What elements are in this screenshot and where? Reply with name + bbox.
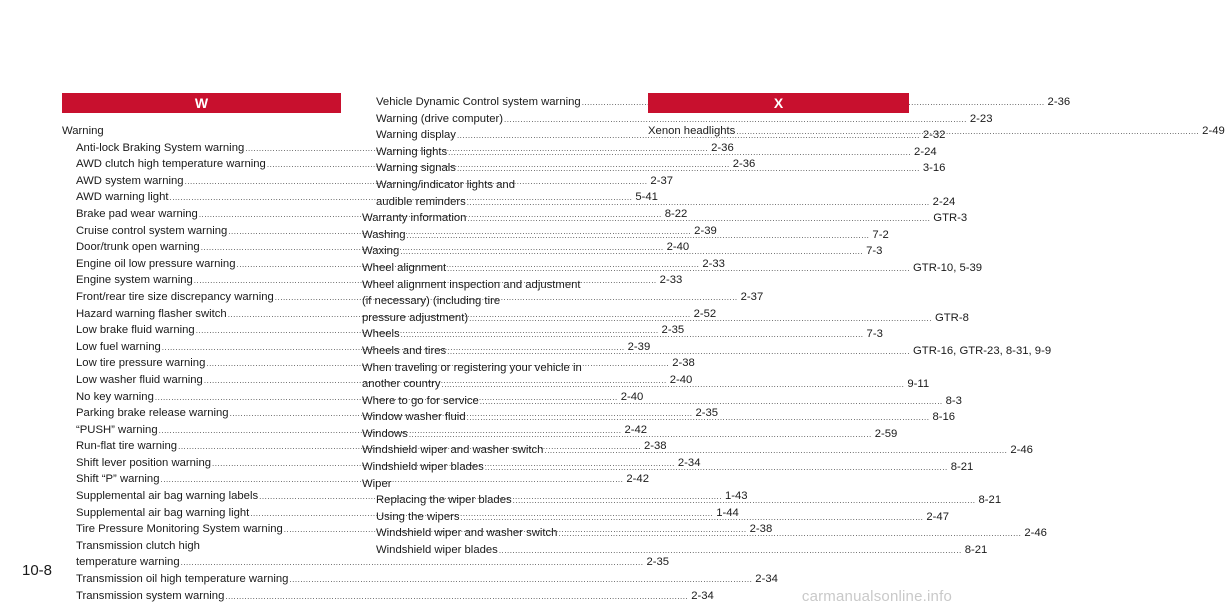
index-entry	[362, 177, 627, 194]
index-entry-label: Warning lights	[376, 145, 448, 158]
index-entry-page: 2-38	[672, 357, 695, 370]
index-entry-page: 2-47	[926, 510, 949, 523]
index-entry-page: 2-24	[914, 145, 937, 158]
index-entry-label: Warranty information	[362, 212, 467, 225]
index-entry-page: GTR-3	[933, 212, 968, 225]
index-entry-label: Warning/indicator lights and	[376, 178, 515, 191]
index-entry-label: Vehicle Dynamic Control system warning	[376, 96, 581, 108]
index-entry-label: AWD clutch high temperature warning	[76, 158, 266, 171]
index-entry-page: 2-34	[691, 589, 714, 602]
section-heading-w: W	[62, 93, 341, 113]
index-entry	[362, 360, 627, 377]
index-entry-label: AWD system warning	[76, 174, 184, 187]
index-entry-page: 2-33	[702, 257, 725, 270]
index-entry-label: temperature warning	[76, 556, 180, 569]
index-entry	[362, 277, 627, 294]
dot-leader	[513, 493, 976, 510]
index-entry	[362, 94, 1071, 111]
index-entry-label: Low washer fluid warning	[76, 373, 203, 386]
dot-leader	[467, 195, 930, 212]
index-entry-label: Transmission system warning	[76, 589, 225, 602]
index-entry	[362, 293, 627, 310]
index-entry-page: 7-3	[866, 245, 883, 258]
index-entry-page: GTR-10, 5-39	[913, 261, 983, 274]
index-entry-label: Wiper	[362, 477, 392, 490]
index-entry-label: pressure adjustment)	[362, 311, 469, 324]
index-entry-label: Replacing the wiper blades	[376, 494, 512, 507]
watermark-text: carmanualsonline.info	[801, 588, 952, 605]
dot-leader	[544, 443, 1007, 460]
index-entry-page: 2-36	[732, 158, 756, 171]
index-entry-label: Supplemental air bag warning light	[76, 506, 250, 519]
index-entry-label: Wheels	[362, 328, 400, 341]
index-entry-page: 8-22	[664, 207, 688, 220]
index-entry-page: 1-44	[716, 506, 739, 519]
dot-leader	[447, 261, 910, 278]
index-entry-label: Door/trunk open warning	[76, 241, 200, 254]
index-entry-page: 2-39	[627, 340, 651, 353]
index-entry-page: 2-46	[1010, 444, 1033, 457]
index-entry	[62, 588, 714, 605]
index-entry-label: Supplemental air bag warning labels	[76, 490, 259, 503]
index-entry	[362, 111, 993, 128]
index-entry-page: 7-2	[872, 228, 889, 241]
dot-leader	[499, 543, 962, 560]
index-entry-label: Shift lever position warning	[76, 456, 212, 469]
index-entry-page: 8-21	[978, 494, 1002, 507]
index-entry-page: 2-52	[693, 307, 717, 320]
index-entry-label: Windows	[362, 427, 408, 440]
index-entry-label: audible reminders	[376, 195, 466, 208]
index-entry	[62, 571, 778, 588]
index-entry-label: Engine oil low pressure warning	[76, 257, 236, 270]
index-entry-label: Warning signals	[376, 162, 456, 175]
dot-leader	[457, 161, 920, 178]
index-entry-label: Xenon headlights	[648, 125, 736, 137]
index-entry-page: 2-38	[749, 523, 773, 536]
index-entry-label: Parking brake release warning	[76, 407, 229, 420]
index-entry-label: another country	[362, 378, 441, 391]
index-entry-label: Run-flat tire warning	[76, 440, 178, 453]
index-entry-label: Cruise control system warning	[76, 224, 228, 237]
index-entry-label: Transmission clutch high	[76, 539, 200, 552]
index-entry-page: 5-41	[635, 191, 658, 204]
dot-leader	[461, 510, 924, 527]
index-entry-page: 2-24	[932, 195, 956, 208]
page-number: 10-8	[22, 562, 53, 579]
index-entry-label: Using the wipers	[376, 510, 460, 523]
index-entry-page: 8-3	[945, 394, 962, 407]
index-entry-label: Windshield wiper blades	[376, 544, 498, 557]
index-entry-label: Warning display	[376, 129, 456, 142]
index-entry-label: No key warning	[76, 390, 154, 403]
index-entry-label: Wheel alignment	[362, 261, 447, 274]
index-entry-page: 8-21	[950, 461, 974, 474]
index-entry-label: Window washer fluid	[362, 411, 466, 424]
index-entry-label: Anti-lock Braking System warning	[76, 141, 245, 154]
index-entry-page: 2-36	[1047, 96, 1071, 108]
dot-leader	[289, 572, 752, 589]
index-entry-label: Windshield wiper and washer switch	[362, 444, 544, 457]
index-entry-label: Brake pad wear warning	[76, 207, 198, 220]
index-entry-label: Low tire pressure warning	[76, 357, 206, 370]
index-entry	[62, 538, 341, 555]
index-entry-label: Tire Pressure Monitoring System warning	[76, 523, 283, 536]
section-heading-x: X	[648, 93, 909, 113]
index-entry-label: Windshield wiper and washer switch	[376, 527, 558, 540]
index-entry-label: AWD warning light	[76, 191, 169, 204]
index-entry-label: (if necessary) (including tire	[362, 295, 501, 308]
index-entry-page: 2-40	[620, 390, 644, 403]
index-entry-page: 2-36	[711, 141, 734, 154]
index-entry-page: 8-16	[932, 411, 956, 424]
index-entry-page: 8-21	[964, 544, 988, 557]
index-entry-label: Low brake fluid warning	[76, 324, 195, 337]
index-entry-page: 2-23	[969, 112, 993, 125]
dot-leader	[467, 410, 930, 427]
index-entry-page: 2-34	[755, 573, 778, 586]
index-entry-label: When traveling or registering your vehicle in	[362, 361, 582, 374]
index-entry-page: 2-46	[1024, 527, 1047, 540]
index-entry-page: 3-16	[922, 162, 946, 175]
index-entry-label: Warning	[62, 125, 104, 137]
index-entry-page: 2-33	[659, 274, 683, 287]
dot-leader	[480, 394, 943, 411]
index-entry	[362, 542, 988, 559]
index-entry-page: 2-38	[643, 440, 667, 453]
index-entry-page: 2-59	[874, 427, 898, 440]
index-entry-label: Low fuel warning	[76, 340, 161, 353]
index-entry-page: 2-40	[669, 373, 693, 386]
index-entry-label: Engine system warning	[76, 274, 193, 287]
index-entry-page: 2-37	[650, 174, 674, 187]
index-entry-page: 2-35	[661, 324, 685, 337]
dot-leader	[447, 344, 910, 361]
index-entry-page: GTR-8	[934, 311, 969, 324]
dot-leader	[401, 327, 864, 344]
dot-leader	[409, 427, 872, 444]
dot-leader	[558, 526, 1021, 543]
index-entry-label: Warning (drive computer)	[376, 112, 504, 125]
dot-leader	[736, 124, 1199, 141]
dot-leader	[400, 244, 863, 261]
index-entry-label: Waxing	[362, 245, 400, 258]
index-entry-page: 2-42	[624, 423, 648, 436]
index-entry	[62, 554, 670, 571]
dot-leader	[442, 377, 905, 394]
index-entry-page: 2-34	[677, 456, 701, 469]
index-entry-page: 9-11	[907, 378, 930, 391]
index-entry-page: 2-37	[740, 290, 764, 303]
index-entry-page: 2-49	[1202, 125, 1225, 137]
dot-leader	[467, 211, 930, 228]
index-entry	[62, 123, 341, 140]
index-entry-page: 2-35	[695, 407, 719, 420]
index-entry-page: 1-43	[724, 490, 748, 503]
dot-leader	[225, 589, 688, 606]
dot-leader	[469, 311, 932, 328]
index-entry-label: “PUSH” warning	[76, 423, 158, 436]
dot-leader	[407, 228, 870, 245]
index-entry-label: Wheels and tires	[362, 344, 447, 357]
index-entry-page: 2-32	[922, 129, 946, 142]
index-entry-page: 2-40	[666, 241, 690, 254]
index-entry-label: Front/rear tire size discrepancy warning	[76, 290, 274, 303]
index-entry-label: Hazard warning flasher switch	[76, 307, 227, 320]
index-entry-label: Washing	[362, 228, 406, 241]
dot-leader	[448, 145, 911, 162]
index-entry-label: Transmission oil high temperature warning	[76, 573, 289, 586]
dot-leader	[485, 460, 948, 477]
index-entry-page: 7-3	[866, 328, 883, 341]
index-entry-label: Shift “P” warning	[76, 473, 160, 486]
index-entry-page: 2-35	[646, 556, 670, 569]
index-entry-page: 2-42	[626, 473, 649, 486]
index-entry	[362, 476, 627, 493]
index-entry-page: GTR-16, GTR-23, 8-31, 9-9	[913, 344, 1052, 357]
index-entry-label: Where to go for service	[362, 394, 479, 407]
index-entry-page: 2-39	[694, 224, 717, 237]
index-entry-label: Windshield wiper blades	[362, 461, 484, 474]
index-entry-label: Wheel alignment inspection and adjustment	[362, 278, 581, 291]
